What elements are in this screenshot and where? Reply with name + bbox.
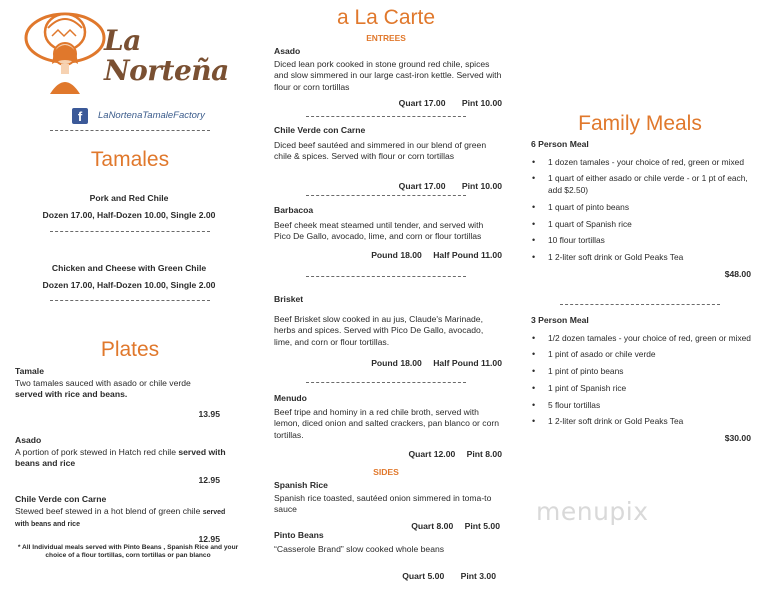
meal-item: • 1 quart of either asado or chile verde - or 1 pt of each, add $2.50) xyxy=(531,173,751,197)
meal-item: • 1 pint of Spanish rice xyxy=(531,383,751,395)
side-item xyxy=(274,480,500,532)
meal-item: • 1 pint of asado or chile verde xyxy=(531,349,751,361)
entree-name: Barbacoa xyxy=(274,205,314,215)
facebook-handle: LaNortenaTamaleFactory xyxy=(98,110,205,121)
plate-price: 12.95 xyxy=(198,474,220,485)
divider xyxy=(560,304,720,305)
price-small: Pint 3.00 xyxy=(460,571,496,581)
price-large: Quart 8.00 xyxy=(411,520,454,531)
divider xyxy=(306,195,466,196)
tamale-name: Chicken and Cheese with Green Chile xyxy=(51,263,207,273)
tamale-item xyxy=(20,263,238,291)
side-name: Pinto Beans xyxy=(274,530,324,540)
plate-price: 12.95 xyxy=(198,533,220,544)
entree-name: Brisket xyxy=(274,294,304,304)
meal-name: 3 Person Meal xyxy=(531,315,589,325)
family-meal xyxy=(531,139,751,281)
meal-item: • 1 dozen tamales - your choice of red, green or mixed xyxy=(531,157,751,169)
entree-desc: Beef cheek meat steamed until tender, and served with Pico De Gallo, avocado, lime, and corn or flour tortillas xyxy=(274,219,484,241)
entree-item xyxy=(274,393,502,461)
divider xyxy=(50,130,210,131)
tamale-price: Dozen 17.00, Half-Dozen 10.00, Single 2.00 xyxy=(42,209,216,220)
divider xyxy=(50,231,210,232)
meal-name: 6 Person Meal xyxy=(531,139,589,149)
sides-title: SIDES xyxy=(373,467,399,477)
plate-item xyxy=(15,435,240,486)
entree-item xyxy=(274,46,502,110)
price-large: Quart 12.00 xyxy=(408,449,456,459)
meal-item: • 1/2 dozen tamales - your choice of red, green or mixed xyxy=(531,333,751,345)
divider xyxy=(306,116,466,117)
side-prices xyxy=(274,571,496,583)
price-small: Pint 10.00 xyxy=(461,98,502,108)
price-large: Quart 17.00 xyxy=(398,180,446,191)
plate-price: 13.95 xyxy=(198,408,220,419)
plate-name: Chile Verde con Carne xyxy=(15,494,107,504)
watermark: menupix xyxy=(536,497,649,526)
entree-desc: Beef tripe and hominy in a red chile broth, served with lemon, diced onion and salted crackers, pan blanco or corn tortillas. xyxy=(274,406,500,440)
plate-item xyxy=(15,366,237,420)
meal-item: • 1 2-liter soft drink or Gold Peaks Tea xyxy=(531,416,751,428)
entree-item xyxy=(274,205,502,261)
plate-name: Asado xyxy=(15,435,42,445)
meal-item: • 5 flour tortillas xyxy=(531,400,751,412)
side-desc: Spanish rice toasted, sautéed onion simmered in toma-to sauce xyxy=(274,492,492,514)
plate-desc: A portion of pork stewed in Hatch red chile xyxy=(15,446,176,457)
plate-desc-bold: served with beans and rice xyxy=(15,446,226,468)
plate-item xyxy=(15,494,240,545)
entree-desc: Beef Brisket slow cooked in au jus, Claude's Marinade, herbs and spices. Served with Pico De Gallo, avocado, lime, and corn or flour tortillas. xyxy=(274,313,484,347)
plate-name: Tamale xyxy=(15,366,44,376)
plate-desc-bold: served with rice and beans. xyxy=(15,389,128,399)
entree-prices xyxy=(274,358,502,370)
entree-item xyxy=(274,125,502,192)
entree-item xyxy=(274,294,502,370)
side-desc: “Casserole Brand” slow cooked whole beans xyxy=(274,543,445,554)
entrees-subtitle: ENTREES xyxy=(366,33,406,43)
price-small: Half Pound 11.00 xyxy=(433,358,502,368)
brand-wordmark: La Norteña xyxy=(104,24,229,87)
plates-title: Plates xyxy=(100,338,160,361)
family-meal xyxy=(531,315,751,445)
meal-item: • 1 2-liter soft drink or Gold Peaks Tea xyxy=(531,252,751,264)
meal-price: $48.00 xyxy=(724,269,751,280)
entree-name: Asado xyxy=(274,46,301,56)
meal-item: • 1 quart of pinto beans xyxy=(531,202,751,214)
entree-prices xyxy=(274,181,502,193)
price-large: Pound 18.00 xyxy=(371,358,422,368)
meal-price: $30.00 xyxy=(724,433,751,444)
facebook-icon: f xyxy=(72,108,88,124)
tamale-price: Dozen 17.00, Half-Dozen 10.00, Single 2.00 xyxy=(42,279,216,290)
meal-item: • 1 pint of pinto beans xyxy=(531,366,751,378)
side-name: Spanish Rice xyxy=(274,480,328,490)
price-small: Half Pound 11.00 xyxy=(433,249,502,260)
side-item xyxy=(274,530,496,583)
entree-desc: Diced beef sautéed and simmered in our blend of green chile & spices. Served with flour or corn tortillas xyxy=(274,139,487,161)
alacarte-title: a La Carte xyxy=(336,6,436,29)
price-large: Quart 5.00 xyxy=(402,571,445,581)
divider xyxy=(50,300,210,301)
entree-prices xyxy=(274,250,502,262)
divider xyxy=(306,276,466,277)
entree-desc: Diced lean pork cooked in stone ground red chile, spices and slow simmered in our large cast-iron kettle. Served with flour or corn tortillas xyxy=(274,58,502,92)
tamale-name: Pork and Red Chile xyxy=(89,193,169,203)
plate-desc: Two tamales sauced with asado or chile verde xyxy=(15,377,191,388)
logo xyxy=(24,8,229,100)
price-small: Pint 8.00 xyxy=(466,449,502,459)
meal-item-list xyxy=(531,157,751,265)
price-small: Pint 10.00 xyxy=(461,180,502,191)
plate-desc-bold: served with beans and rice xyxy=(15,508,226,528)
price-small: Pint 5.00 xyxy=(464,520,500,531)
entree-name: Menudo xyxy=(274,393,307,403)
meal-item-list xyxy=(531,333,751,429)
entree-prices xyxy=(274,98,502,110)
price-large: Quart 17.00 xyxy=(398,98,446,108)
entree-name: Chile Verde con Carne xyxy=(274,125,366,135)
meal-item: • 10 flour tortillas xyxy=(531,235,751,247)
tamale-item xyxy=(20,193,238,221)
sombrero-girl-icon xyxy=(24,8,106,100)
plates-note: * All Individual meals served with Pinto Beans , Spanish Rice and your choice of a flour tortillas, corn tortillas or pan blanco xyxy=(17,544,239,559)
entree-prices xyxy=(274,449,502,461)
price-large: Pound 18.00 xyxy=(371,249,422,260)
divider xyxy=(306,382,466,383)
meal-item: • 1 quart of Spanish rice xyxy=(531,219,751,231)
family-title: Family Meals xyxy=(578,112,702,135)
tamales-title: Tamales xyxy=(90,148,170,171)
plate-desc: Stewed beef stewed in a hot blend of green chile xyxy=(15,505,201,516)
